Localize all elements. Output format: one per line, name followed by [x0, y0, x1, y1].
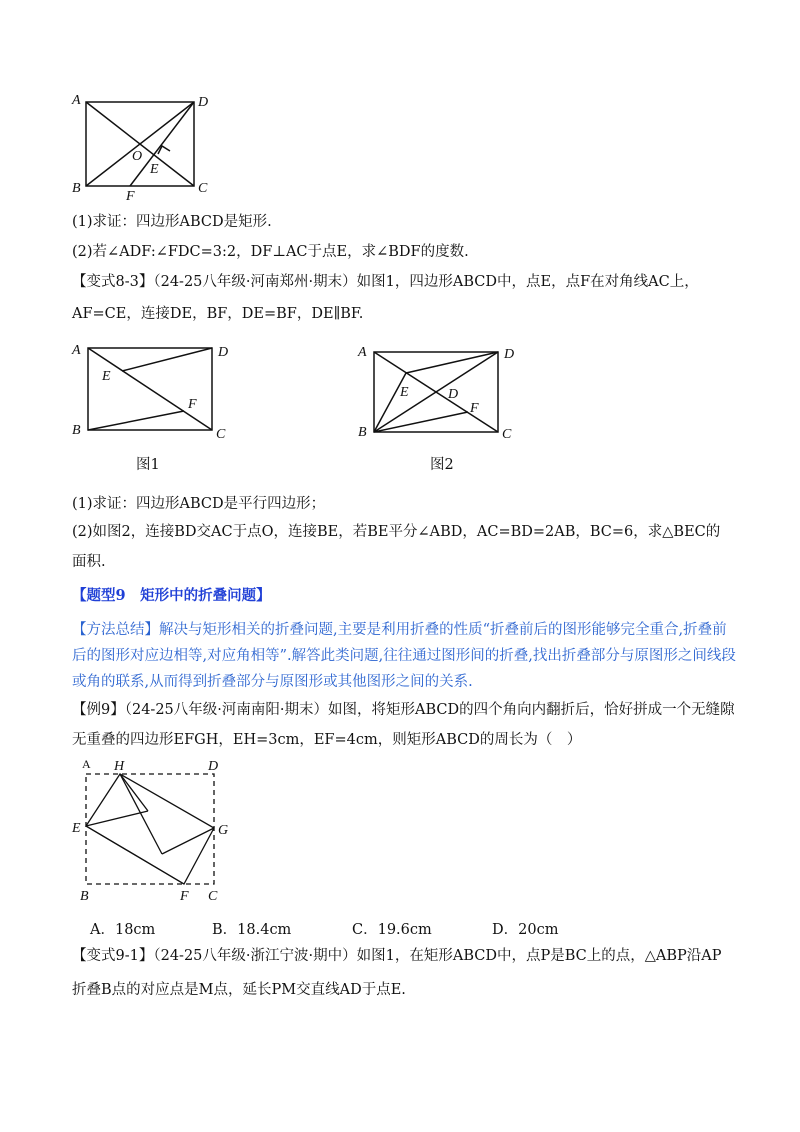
- label-F: F: [126, 189, 135, 200]
- segment-be: [374, 373, 406, 432]
- label-B: B: [72, 181, 81, 196]
- example-9-line1: 【例9】（24-25八年级·河南南阳·期末）如图，将矩形ABCD的四个角向内翻折后，恰好拼成一个无缝隙: [72, 702, 735, 718]
- method-summary-line3: 或角的联系,从而得到折叠部分与原图形或其他图形之间的关系.: [72, 674, 473, 690]
- example-9-line2: 无重叠的四边形EFGH，EH=3cm，EF=4cm，则矩形ABCD的周长为（ ）: [72, 732, 582, 748]
- option-a[interactable]: A．18cm: [90, 922, 156, 938]
- question-2: (2)若∠ADF:∠FDC=3:2，DF⊥AC于点E，求∠BDF的度数.: [72, 244, 469, 260]
- variant-8-3-line2: AF=CE，连接DE，BF，DE=BF，DE∥BF.: [72, 306, 364, 322]
- fold-e-top: [86, 811, 148, 826]
- figure-rectangle-diagonals: [66, 88, 226, 200]
- question-1: (1)求证：四边形ABCD是矩形.: [72, 214, 272, 230]
- label-F: F: [180, 889, 189, 904]
- option-c[interactable]: C．19.6cm: [352, 922, 432, 938]
- variant-9-1-line2: 折叠B点的对应点是M点，延长PM交直线AD于点E.: [72, 982, 406, 998]
- figure-1-parallelogram: [66, 338, 246, 442]
- label-E: E: [400, 385, 409, 400]
- label-B: B: [358, 425, 367, 440]
- label-F: F: [188, 397, 197, 412]
- label-D: D: [218, 345, 229, 360]
- fold-g: [162, 828, 214, 854]
- fold-h: [120, 774, 148, 811]
- label-C: C: [216, 427, 226, 442]
- label-E: E: [150, 162, 159, 177]
- question-1b: (1)求证：四边形ABCD是平行四边形；: [72, 496, 326, 512]
- segment-bf: [374, 412, 468, 432]
- label-A: A: [72, 93, 81, 108]
- variant-text: 如图1，四边形ABCD中，点E，点F在对角线AC上，: [356, 274, 699, 290]
- label-A: A: [72, 343, 81, 358]
- variant-tag: 【变式8-3】: [72, 274, 154, 290]
- label-G: G: [218, 823, 229, 838]
- segment-de: [122, 348, 212, 371]
- label-F: F: [470, 401, 479, 416]
- option-b[interactable]: B．18.4cm: [212, 922, 292, 938]
- label-E: E: [102, 369, 111, 384]
- label-A: A: [82, 757, 91, 771]
- label-H: H: [114, 759, 125, 774]
- label-D: D: [198, 95, 209, 110]
- question-2b-cont: 面积.: [72, 554, 106, 570]
- figure-folded-rectangle: [66, 754, 236, 904]
- method-summary-line2: 后的图形对应边相等,对应角相等”.解答此类问题,往往通过图形间的折叠,找出折叠部分与原图形之间线段: [72, 648, 736, 664]
- label-B: B: [72, 423, 81, 438]
- label-C: C: [502, 427, 512, 442]
- option-d[interactable]: D．20cm: [492, 922, 559, 938]
- label-O: O: [132, 149, 143, 164]
- segment-bf: [88, 411, 184, 430]
- fold-e-bottom: [86, 826, 184, 884]
- label-C: C: [208, 889, 218, 904]
- method-summary-line1: 【方法总结】解决与矩形相关的折叠问题,主要是利用折叠的性质“折叠前后的图形能够完全重合,折叠前: [72, 622, 727, 638]
- label-C: C: [198, 181, 208, 196]
- caption-fig2: 图2: [430, 457, 454, 473]
- variant-8-3-line1: [72, 272, 699, 292]
- figure-2-rectangle: [352, 338, 532, 442]
- section-heading-type9: 【题型9 矩形中的折叠问题】: [72, 587, 271, 604]
- variant-9-1-line1: 【变式9-1】（24-25八年级·浙江宁波·期中）如图1，在矩形ABCD中，点P是BC上的点，△ABP沿AP: [72, 948, 722, 964]
- variant-source: （24-25八年级·河南郑州·期末）: [153, 274, 357, 290]
- label-D: D: [208, 759, 219, 774]
- label-A: A: [358, 345, 367, 360]
- segment-de: [406, 352, 498, 373]
- label-D: D: [504, 347, 515, 362]
- question-2b: (2)如图2，连接BD交AC于点O，连接BE，若BE平分∠ABD，AC=BD=2AB，BC=6，求△BEC的: [72, 524, 721, 540]
- quad-efgh: [86, 774, 214, 884]
- caption-fig1: 图1: [136, 457, 160, 473]
- label-B: B: [80, 889, 89, 904]
- label-E: E: [72, 821, 81, 836]
- label-D-mid: D: [448, 387, 459, 402]
